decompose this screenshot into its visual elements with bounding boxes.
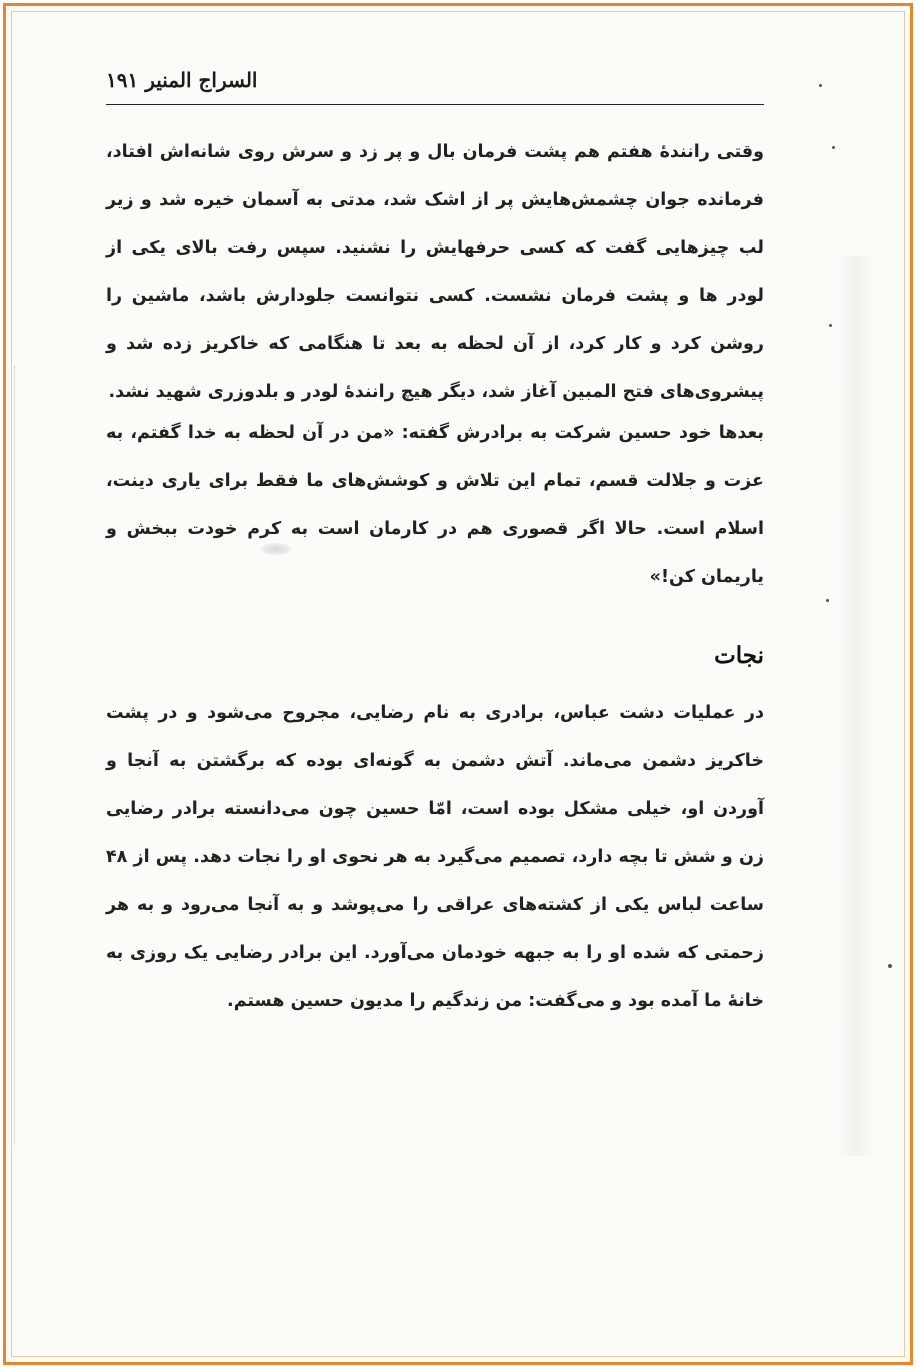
scan-shadow	[836, 256, 876, 1156]
dust-speck	[829, 324, 832, 327]
page-frame	[3, 3, 913, 1365]
running-header	[106, 64, 764, 105]
dust-speck	[832, 146, 835, 149]
scan-edge	[14, 366, 19, 1146]
paragraph-1: وقتی رانندهٔ هفتم هم پشت فرمان بال و پر زد و سرش روی شانه‌اش افتاد، فرمانده جوان چشمش‌هایش پر از اشک شد، مدتی به آسمان خیره شد و زیر لب چیزهایی گفت که کسی حرفهایش را نشنید. سپس رفت بالای یکی از لودر ها و پشت فرمان نشست. کسی نتوانست جلودارش باشد، ماشین را روشن کرد و کار کرد، از آن لحظه به بعد تا هنگامی که خاکریز زده شد و پیشروی‌های فتح المبین آغاز شد، دیگر هیچ رانندهٔ لودر و بلدوزری شهید نشد.	[106, 142, 764, 402]
dust-speck	[819, 84, 822, 87]
ink-smudge	[261, 543, 291, 555]
book-page	[6, 6, 910, 1362]
section-paragraph: در عملیات دشت عباس، برادری به نام رضایی، مجروح می‌شود و در پشت خاکریز دشمن می‌ماند. آتش دشمن به گونه‌ای بوده که برگشتن به آنجا و آوردن او، خیلی مشکل بوده است، امّا حسین چون می‌دانسته برادر رضایی زن و شش تا بچه دارد، تصمیم می‌گیرد به هر نحوی او را نجات دهد. پس از ۴۸ ساعت لباس یکی از کشته‌های عراقی را می‌پوشد و به آنجا می‌رود و به هر زحمتی که شده او را به جبهه خودمان می‌آورد. این برادر رضایی یک روزی به خانهٔ ما آمده بود و می‌گفت: من زندگیم را مدیون حسین هستم.	[106, 703, 764, 1011]
dust-speck	[888, 964, 892, 968]
section-heading: نجات	[714, 642, 764, 669]
header-title: السراج المنیر ۱۹۱	[106, 68, 258, 92]
paragraph-2: بعدها خود حسین شرکت به برادرش گفته: «من در آن لحظه به خدا گفتم، به عزت و جلالت قسم، تمام این تلاش و کوشش‌های ما فقط برای یاری دینت، اسلام است. حالا اگر قصوری هم در کارمان است به کرم خودت ببخش و یاریمان کن!»	[106, 423, 764, 587]
dust-speck	[826, 599, 829, 602]
